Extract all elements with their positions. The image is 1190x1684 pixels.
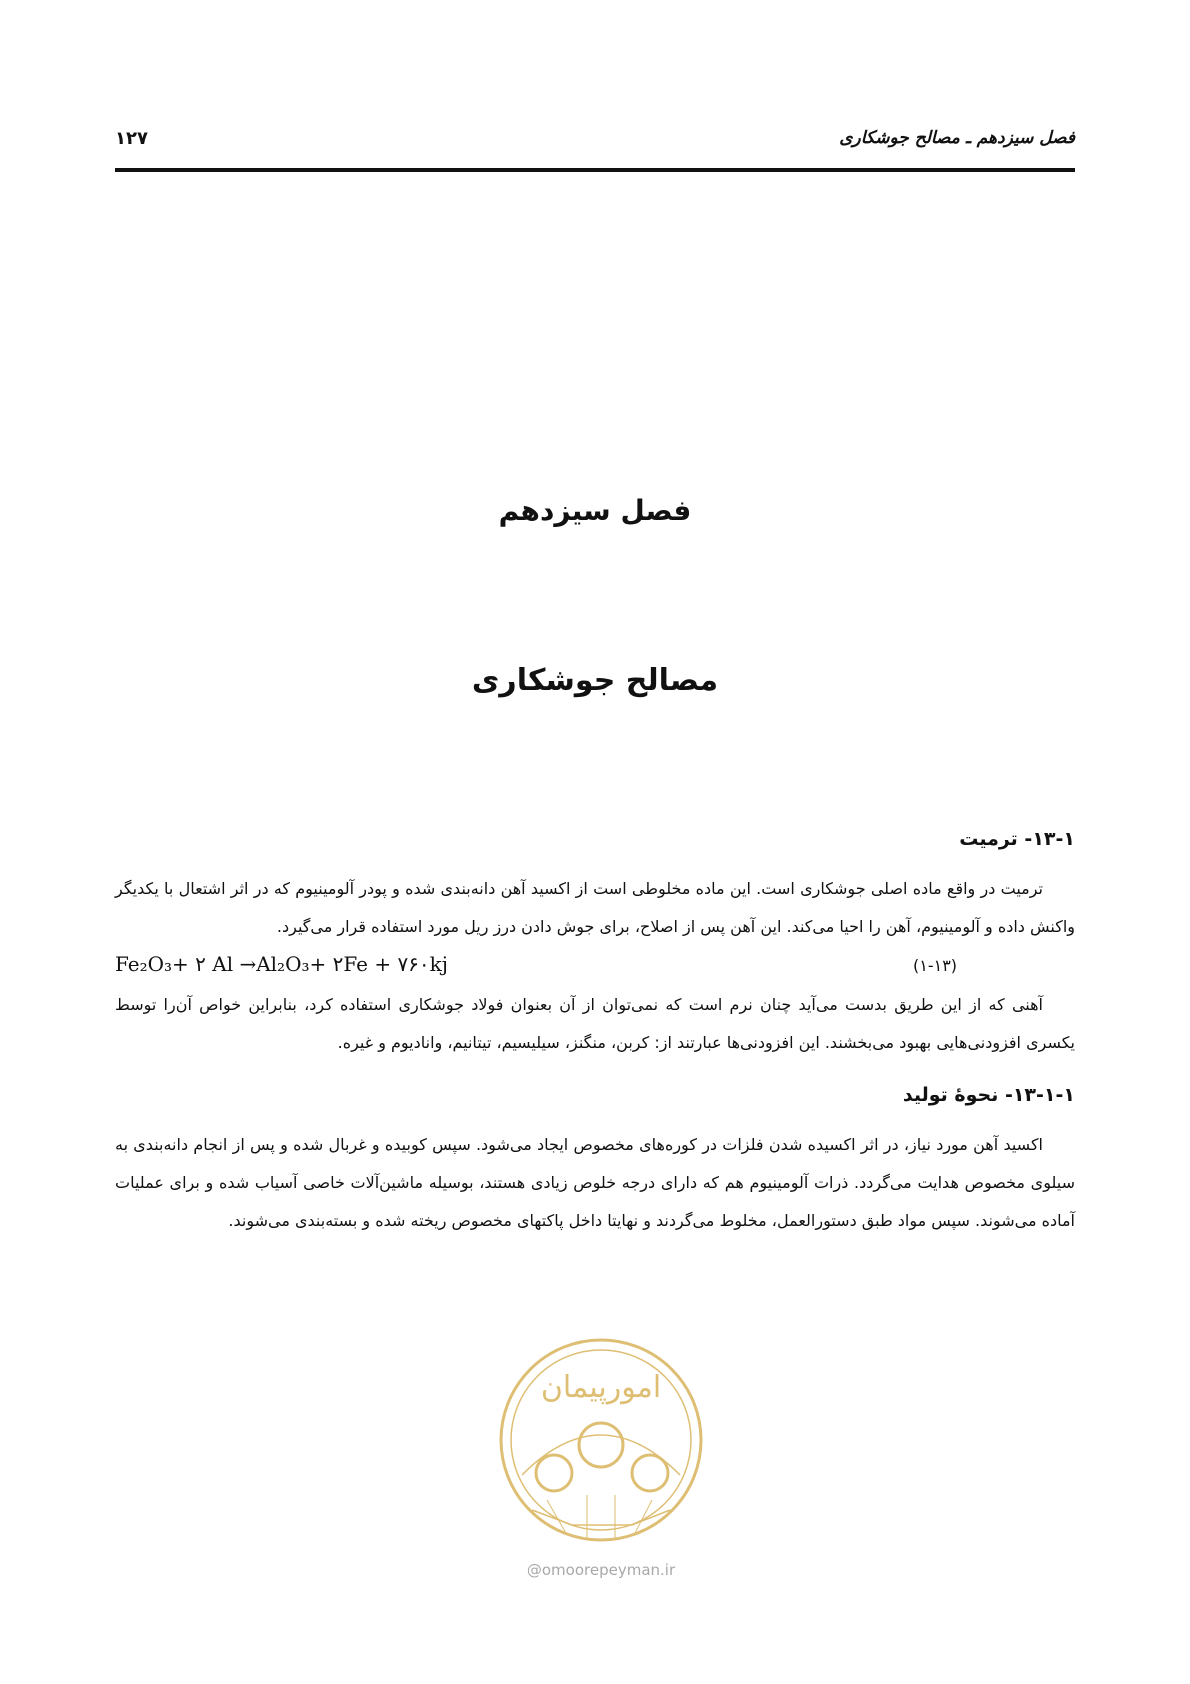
section-heading-thermite: ۱۳-۱- ترمیت xyxy=(959,828,1075,850)
chapter-label: فصل سیزدهم xyxy=(498,494,692,527)
main-content xyxy=(115,828,1075,1240)
paragraph-thermite-intro: ترمیت در واقع ماده اصلی جوشکاری است. این ماده مخلوطی است از اکسید آهن دانه‌بندی شده و پودر آلومینیوم که در اثر اشتعال با یکدیگر واکنش داده و آلومینیوم، آهن را احیا می‌کند. این آهن پس از اصلاح، برای جوش دادن درز ریل مورد استفاده قرار می‌گیرد. xyxy=(115,879,1075,936)
header-rule xyxy=(115,168,1075,172)
paragraph-production: اکسید آهن مورد نیاز، در اثر اکسیده شدن فلزات در کوره‌های مخصوص ایجاد می‌شود. سپس کوبیده و غربال شده و پس از انجام دانه‌بندی به سیلوی مخصوص هدایت می‌گردد. ذرات آلومینیوم هم که دارای درجه خلوص زیادی هستند، بوسیله ماشین‌آلات خاصی آسیاب شده و برای عملیات آماده می‌شوند. سپس مواد طبق دستورالعمل، مخلوط می‌گردند و نهایتا داخل پاکتهای مخصوص ریخته شده و بسته‌بندی می‌شوند. xyxy=(115,1135,1075,1230)
chemical-equation: Fe₂O₃+ ۲ Al →Al₂O₃+ ۲Fe + ۷۶۰kj xyxy=(115,952,448,976)
watermark-seal-text: امورپیمان xyxy=(540,1370,662,1405)
watermark-seal xyxy=(492,1325,710,1585)
equation-row xyxy=(115,948,1075,984)
paragraph-additives: آهنی که از این طریق بدست می‌آید چنان نرم است که نمی‌توان از آن بعنوان فولاد جوشکاری استفاده کرد، بنابراین خواص آن‌را توسط یکسری افزودنی‌هایی بهبود می‌بخشند. این افزودنی‌ها عبارتند از: کربن، منگنز، سیلیسیم، تیتانیم، وانادیوم و غیره. xyxy=(115,995,1075,1052)
watermark-url xyxy=(492,1561,710,1579)
equation-number: (۱-۱۳) xyxy=(913,956,958,975)
watermark-url-text: omoorepeyman.ir xyxy=(541,1561,676,1579)
running-header xyxy=(115,128,1075,162)
section-heading-production: ۱۳-۱-۱- نحوهٔ تولید xyxy=(902,1084,1075,1106)
section-production xyxy=(115,1084,1075,1240)
running-header-title: فصل سیزدهم ـ مصالح جوشکاری xyxy=(839,128,1075,148)
at-icon: @ xyxy=(526,1561,542,1579)
page-number: ۱۲۷ xyxy=(115,128,148,149)
watermark-seal-icon xyxy=(492,1325,710,1555)
chapter-title: مصالح جوشکاری xyxy=(471,663,719,698)
